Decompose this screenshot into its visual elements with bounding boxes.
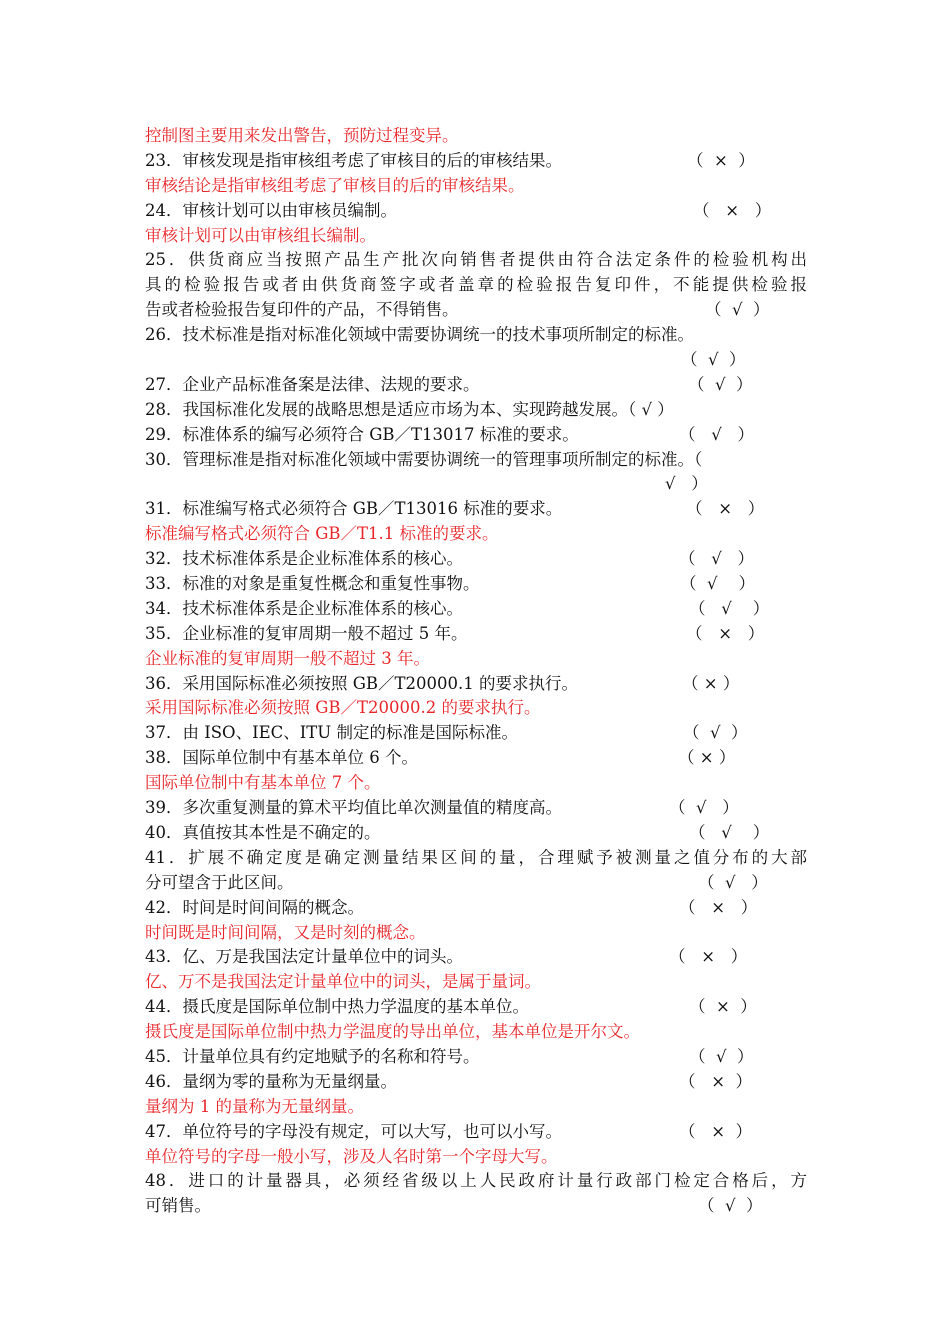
line-text: 36．采用国际标准必须按照 GB／T20000.1 的要求执行。 — [145, 673, 579, 693]
answer-mark: （ √ ） — [689, 1046, 754, 1066]
answer-mark: （ √ ） — [698, 872, 768, 892]
line-text: 45．计量单位具有约定地赋予的名称和符号。 — [145, 1046, 480, 1066]
question-line — [145, 423, 810, 448]
answer-mark: （ √ ） — [679, 549, 754, 569]
line-text: 采用国际标准必须按照 GB／T20000.2 的要求执行。 — [145, 698, 541, 718]
line-text: 摄氏度是国际单位制中热力学温度的导出单位，基本单位是开尔文。 — [145, 1022, 640, 1042]
answer-mark: （ √ ） — [688, 374, 753, 394]
line-text: 38．国际单位制中有基本单位 6 个。 — [145, 748, 418, 768]
line-text: 47．单位符号的字母没有规定，可以大写，也可以小写。 — [145, 1121, 562, 1141]
line-text: 具的检验报告或者由供货商签字或者盖章的检验报告复印件，不能提供检验报 — [145, 275, 807, 295]
line-text: 33．标准的对象是重复性概念和重复性事物。 — [145, 574, 480, 594]
line-text: 46．量纲为零的量称为无量纲量。 — [145, 1071, 397, 1091]
question-line — [145, 149, 810, 174]
line-text: 44．摄氏度是国际单位制中热力学温度的基本单位。 — [145, 997, 529, 1017]
answer-mark: （ √ ） — [689, 822, 770, 842]
question-line — [145, 373, 810, 398]
question-line — [145, 672, 810, 697]
answer-mark: （ √ ） — [689, 598, 770, 618]
line-text: 32．技术标准体系是企业标准体系的核心。 — [145, 549, 463, 569]
question-line — [145, 273, 807, 298]
question-line — [145, 995, 810, 1020]
question-line — [145, 1169, 807, 1194]
line-text: 25．供货商应当按照产品生产批次向销售者提供由符合法定条件的检验机构出 — [145, 250, 807, 270]
question-line — [145, 846, 807, 871]
question-line — [145, 821, 810, 846]
line-text: 41．扩展不确定度是确定测量结果区间的量，合理赋予被测量之值分布的大部 — [145, 847, 807, 867]
answer-correction-line — [145, 1145, 810, 1170]
answer-correction-line — [145, 1020, 810, 1045]
question-line — [145, 199, 810, 224]
question-line — [145, 796, 810, 821]
line-text: 分可望含于此区间。 — [145, 872, 294, 892]
line-text: 48．进口的计量器具，必须经省级以上人民政府计量行政部门检定合格后，方 — [145, 1171, 807, 1191]
answer-mark: （ × ） — [687, 150, 755, 170]
line-text: 40．真值按其本性是不确定的。 — [145, 822, 381, 842]
question-line — [145, 871, 810, 896]
line-text: 31．标准编写格式必须符合 GB／T13016 标准的要求。 — [145, 499, 563, 519]
document-body — [145, 124, 810, 1219]
answer-mark: （ × ） — [686, 499, 765, 519]
answer-mark: （ √ ） — [669, 798, 739, 818]
question-line — [145, 1045, 810, 1070]
question-line — [145, 1120, 810, 1145]
line-text: 审核结论是指审核组考虑了审核目的后的审核结果。 — [145, 175, 525, 195]
line-text: 27．企业产品标准备案是法律、法规的要求。 — [145, 374, 480, 394]
answer-mark: （ × ） — [679, 897, 758, 917]
question-line — [145, 1070, 810, 1095]
question-line — [145, 348, 810, 373]
question-line — [145, 248, 807, 273]
answer-mark: √ ） — [665, 474, 708, 494]
line-text: 29．标准体系的编写必须符合 GB／T13017 标准的要求。 — [145, 424, 579, 444]
line-text: 标准编写格式必须符合 GB／T1.1 标准的要求。 — [145, 524, 499, 544]
line-text: 亿、万不是我国法定计量单位中的词头，是属于量词。 — [145, 972, 541, 992]
question-line — [145, 896, 810, 921]
answer-correction-line — [145, 696, 810, 721]
answer-mark: （ × ） — [689, 997, 757, 1017]
answer-mark: （ √ ） — [680, 574, 755, 594]
answer-mark: （ × ） — [679, 1121, 753, 1141]
line-text: 单位符号的字母一般小写，涉及人名时第一个字母大写。 — [145, 1146, 558, 1166]
answer-mark: （ × ） — [693, 200, 772, 220]
question-line — [145, 746, 810, 771]
answer-correction-line — [145, 174, 810, 199]
line-text: 43．亿、万是我国法定计量单位中的词头。 — [145, 947, 463, 967]
answer-correction-line — [145, 771, 810, 796]
question-line — [145, 945, 810, 970]
answer-mark: （ × ） — [682, 673, 740, 693]
answer-correction-line — [145, 124, 810, 149]
answer-correction-line — [145, 647, 810, 672]
answer-mark: （ × ） — [679, 1071, 753, 1091]
answer-correction-line — [145, 1095, 810, 1120]
question-line — [145, 398, 810, 423]
line-text: 39．多次重复测量的算术平均值比单次测量值的精度高。 — [145, 798, 562, 818]
answer-correction-line — [145, 970, 810, 995]
line-text: 企业标准的复审周期一般不超过 3 年。 — [145, 648, 430, 668]
answer-mark: （ √ ） — [705, 300, 770, 320]
line-text: 34．技术标准体系是企业标准体系的核心。 — [145, 598, 463, 618]
answer-correction-line — [145, 522, 810, 547]
line-text: 30．管理标准是指对标准化领域中需要协调统一的管理事项所制定的标准。（ — [145, 449, 703, 469]
question-line — [145, 622, 810, 647]
answer-mark: （ √ ） — [679, 424, 754, 444]
line-text: 国际单位制中有基本单位 7 个。 — [145, 773, 381, 793]
line-text: 26．技术标准是指对标准化领域中需要协调统一的技术事项所制定的标准。 — [145, 325, 694, 345]
line-text: 37．由 ISO、IEC、ITU 制定的标准是国际标准。 — [145, 723, 518, 743]
answer-mark: （ × ） — [686, 623, 765, 643]
question-line — [145, 323, 810, 348]
line-text: 35．企业标准的复审周期一般不超过 5 年。 — [145, 623, 468, 643]
question-line — [145, 448, 810, 473]
question-line — [145, 472, 810, 497]
line-text: 28．我国标准化发展的战略思想是适应市场为本、实现跨越发展。（ √ ） — [145, 399, 674, 419]
question-line — [145, 1194, 810, 1219]
answer-mark: （ × ） — [678, 748, 736, 768]
question-line — [145, 547, 810, 572]
answer-mark: （ √ ） — [683, 723, 748, 743]
line-text: 时间既是时间间隔，又是时刻的概念。 — [145, 922, 426, 942]
line-text: 告或者检验报告复印件的产品，不得销售。 — [145, 300, 459, 320]
question-line — [145, 721, 810, 746]
line-text: 24．审核计划可以由审核员编制。 — [145, 200, 397, 220]
answer-correction-line — [145, 921, 810, 946]
line-text: 控制图主要用来发出警告，预防过程变异。 — [145, 126, 459, 145]
question-line — [145, 298, 810, 323]
line-text: 量纲为 1 的量称为无量纲量。 — [145, 1096, 364, 1116]
question-line — [145, 497, 810, 522]
answer-mark: （ √ ） — [681, 350, 746, 370]
line-text: 23．审核发现是指审核组考虑了审核目的后的审核结果。 — [145, 150, 562, 170]
answer-correction-line — [145, 224, 810, 249]
question-line — [145, 572, 810, 597]
answer-mark: （ × ） — [669, 947, 748, 967]
line-text: 42．时间是时间间隔的概念。 — [145, 897, 364, 917]
line-text: 可销售。 — [145, 1196, 211, 1216]
line-text: 审核计划可以由审核组长编制。 — [145, 225, 376, 245]
question-line — [145, 597, 810, 622]
answer-mark: （ √ ） — [698, 1196, 763, 1216]
